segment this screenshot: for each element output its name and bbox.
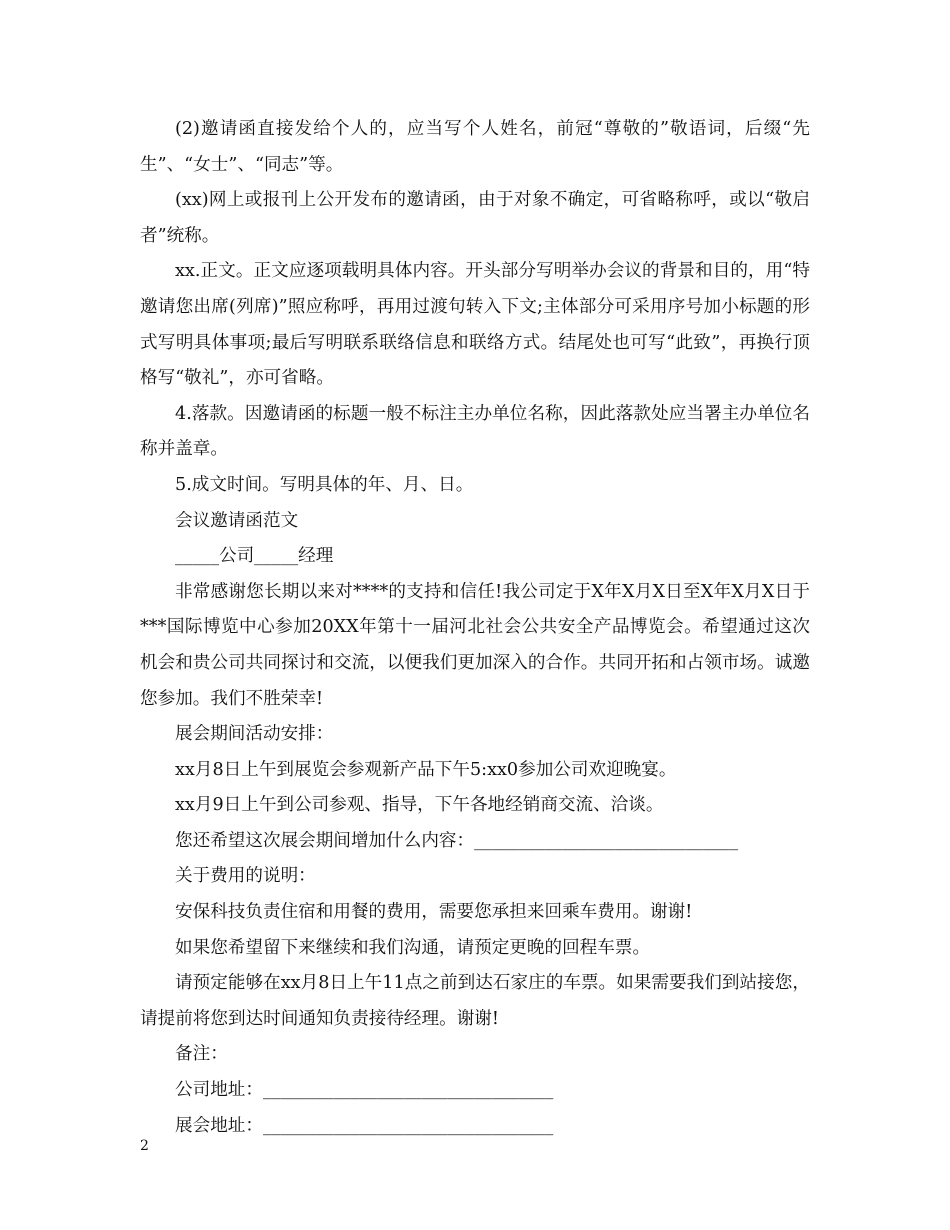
paragraph-date: 5.成文时间。写明具体的年、月、日。 <box>175 474 474 495</box>
section-title-sample: 会议邀请函范文 <box>175 510 299 531</box>
paragraph-public-invitation: (xx)网上或报刊上公开发布的邀请函，由于对象不确定，可省略称呼，或以“敬启者”统称。 <box>140 190 810 246</box>
paragraph-exhibition-address: 展会地址：_________________________________ <box>175 1115 554 1136</box>
paragraph-schedule-day2: xx月9日上午到公司参观、指导，下午各地经销商交流、洽谈。 <box>175 795 664 816</box>
paragraph-notes-heading: 备注： <box>175 1044 228 1065</box>
paragraph-feedback-line: 您还希望这次展会期间增加什么内容：______________________________ <box>175 830 739 851</box>
paragraph-fees-heading: 关于费用的说明： <box>175 866 316 887</box>
paragraph-fees-detail: 安保科技负责住宿和用餐的费用，需要您承担来回乘车费用。谢谢! <box>175 902 693 923</box>
salutation-line: _____公司_____经理 <box>175 546 334 567</box>
paragraph-return-ticket: 如果您希望留下来继续和我们沟通，请预定更晚的回程车票。 <box>175 937 651 958</box>
paragraph-recipient-individual: (2)邀请函直接发给个人的，应当写个人姓名，前冠“尊敬的”敬语词，后缀“先生”、“女士”、“同志”等。 <box>140 119 810 175</box>
document-page <box>140 112 810 1144</box>
page-number: 2 <box>140 1138 149 1154</box>
paragraph-arrival-ticket: 请预定能够在xx月8日上午11点之前到达石家庄的车票。如果需要我们到站接您，请提前将您到达时间通知负责接待经理。谢谢! <box>140 973 810 1029</box>
paragraph-invitation-body: 非常感谢您长期以来对****的支持和信任!我公司定于X年X月X日至X年X月X日于***国际博览中心参加20XX年第十一届河北社会公共安全产品博览会。希望通过这次机会和贵公司共同探讨和交流，以便我们更加深入的合作。共同开拓和占领市场。诚邀您参加。我们不胜荣幸! <box>140 581 810 709</box>
paragraph-schedule-day1: xx月8日上午到展览会参观新产品下午5:xx0参加公司欢迎晚宴。 <box>175 759 677 780</box>
paragraph-schedule-heading: 展会期间活动安排： <box>175 724 334 745</box>
paragraph-company-address: 公司地址：_________________________________ <box>175 1080 554 1101</box>
paragraph-body-text: xx.正文。正文应逐项载明具体内容。开头部分写明举办会议的背景和目的，用“特邀请您出席(列席)”照应称呼，再用过渡句转入下文;主体部分可采用序号加小标题的形式写明具体事项;最后写明联系联络信息和联络方式。结尾处也可写“此致”，再换行顶格写“敬礼”，亦可省略。 <box>140 261 810 389</box>
paragraph-signature: 4.落款。因邀请函的标题一般不标注主办单位名称，因此落款处应当署主办单位名称并盖章。 <box>140 403 810 460</box>
